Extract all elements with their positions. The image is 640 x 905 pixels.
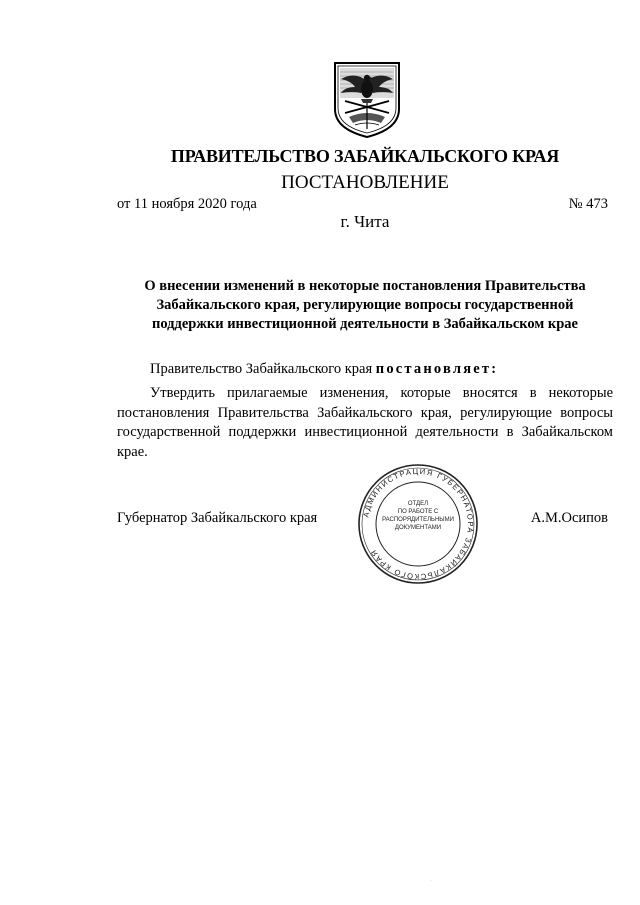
stamp-line: РАСПОРЯДИТЕЛЬНЫМИ <box>382 517 454 523</box>
stamp-line: ПО РАБОТЕ С <box>397 509 439 515</box>
body-line: крае. <box>117 443 148 460</box>
stamp-outer-text: АДМИНИСТРАЦИЯ ГУБЕРНАТОРА ЗАБАЙКАЛЬСКОГО КРАЯ <box>361 466 476 582</box>
document-number: № 473 <box>568 196 608 212</box>
preamble-text: Правительство Забайкальского края <box>150 361 373 377</box>
decree-word: постановляет: <box>375 361 499 377</box>
stamp-line: ДОКУМЕНТАМИ <box>394 525 442 531</box>
document-subject <box>110 277 620 334</box>
subject-line: Забайкальского края, регулирующие вопросы государственной <box>156 297 574 313</box>
body-line: постановления Правительства Забайкальского края, регулирующие вопросы <box>117 404 613 421</box>
scan-artifact: · <box>430 878 432 884</box>
signatory-position: Губернатор Забайкальского края <box>117 510 318 526</box>
document-city: г. Чита <box>340 212 390 231</box>
body-line: Утвердить прилагаемые изменения, которые вносятся в некоторые <box>150 385 613 401</box>
body-line: государственной поддержки инвестиционной деятельности в Забайкальском <box>117 424 613 440</box>
body-paragraph <box>117 384 613 462</box>
subject-line: О внесении изменений в некоторые постановления Правительства <box>144 278 586 294</box>
signatory-name: А.М.Осипов <box>530 510 608 526</box>
stamp-center-text <box>376 500 460 532</box>
stamp-line: ОТДЕЛ <box>407 501 429 507</box>
government-title: ПРАВИТЕЛЬСТВО ЗАБАЙКАЛЬСКОГО КРАЯ <box>170 146 560 166</box>
document-type: ПОСТАНОВЛЕНИЕ <box>281 172 449 193</box>
subject-line: поддержки инвестиционной деятельности в Забайкальском крае <box>152 316 578 332</box>
document-date: от 11 ноября 2020 года <box>117 196 257 212</box>
preamble <box>150 361 498 378</box>
coat-of-arms-icon <box>331 59 403 139</box>
